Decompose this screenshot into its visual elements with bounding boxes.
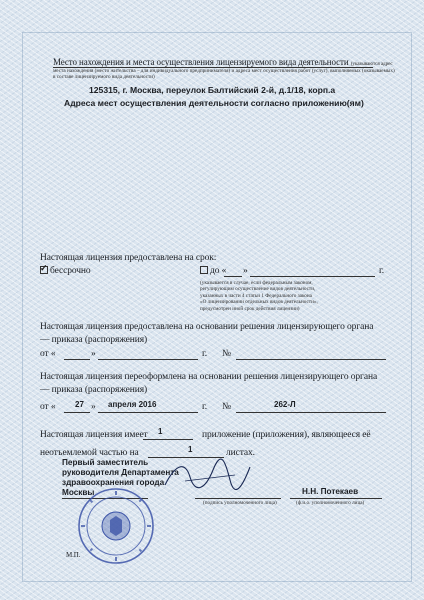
reissue-line-1: Настоящая лицензия переоформлена на основании решения лицензирующего органа [40, 372, 378, 382]
until-day-line [224, 276, 242, 277]
term-note-line: указанных в части 4 статьи 1 Федерального закона [200, 292, 312, 299]
reissue-day: 27 [75, 400, 84, 409]
basis-number-label: № [222, 349, 231, 359]
term-note-line: регулирующим осуществление видов деятельности, [200, 286, 316, 293]
annex-reference: Адреса мест осуществления деятельности согласно приложению(ям) [64, 98, 364, 108]
term-note-line: «О лицензировании отдельных видов деятельности», [200, 299, 318, 306]
signature-line [195, 498, 281, 499]
name-caption: (ф.и.о. уполномоченного лица) [296, 500, 365, 506]
annex-text-1: Настоящая лицензия имеет [40, 430, 148, 440]
option-unlimited [40, 263, 91, 276]
location-note-2: места нахождения (место жительства – для индивидуального предпринимателя) и адреса мест осуществления работ (услуг), выполняемых (оказываемых) [53, 68, 395, 74]
signer-position-line: руководителя Департамента [62, 468, 179, 477]
reissue-number-label: № [222, 402, 231, 412]
term-note [200, 280, 318, 312]
until-month-line [250, 276, 375, 277]
reissue-line-2: — приказа (распоряжения) [40, 385, 148, 395]
location-title [53, 57, 393, 67]
signer-position-line: Первый заместитель [62, 458, 149, 467]
stamp-mark: М.П. [66, 551, 81, 559]
basis-from: от « [40, 349, 56, 359]
signature-drawing [155, 455, 255, 495]
option-unlimited-label: бессрочно [50, 266, 91, 276]
reissue-from: от « [40, 402, 56, 412]
reissue-month-year: апреля 2016 [108, 400, 157, 409]
term-note-line: (указывается в случае, если федеральным законом, [200, 280, 313, 286]
location-note-1: (указываются адрес [350, 61, 393, 67]
until-quote-close: » [243, 266, 248, 276]
basis-year-suffix: г. [202, 349, 207, 359]
signer-position-line: Москвы [62, 488, 95, 497]
reissue-month-line [98, 412, 198, 413]
basis-line-2: — приказа (распоряжения) [40, 335, 148, 345]
basis-month-line [98, 359, 198, 360]
until-checkbox [200, 266, 208, 274]
name-underline [290, 498, 382, 499]
reissue-quote-close: » [91, 402, 96, 412]
term-label: Настоящая лицензия предоставлена на срок: [40, 253, 217, 263]
option-until-label: до « [210, 266, 227, 276]
checkmark-icon: ✓ [40, 263, 48, 273]
reissue-number: 262-Л [274, 400, 296, 409]
annex-text-4: листах. [226, 448, 255, 458]
option-until [200, 266, 226, 276]
until-year-suffix: г. [379, 266, 384, 276]
reissue-number-line [236, 412, 386, 413]
annex-sheets: 1 [188, 445, 193, 454]
signer-position-line: здравоохранения города [62, 478, 165, 487]
annex-count: 1 [158, 427, 163, 436]
basis-quote-close: » [91, 349, 96, 359]
basis-line-1: Настоящая лицензия предоставлена на основании решения лицензирующего органа [40, 322, 374, 332]
annex-count-line [143, 439, 193, 440]
official-seal [76, 486, 156, 566]
signature-caption: (подпись уполномоченного лица) [203, 500, 277, 506]
location-title-text: Место нахождения и места осуществления лицензируемого вида деятельности [53, 57, 349, 67]
annex-text-2: приложение (приложения), являющееся её [202, 430, 371, 440]
basis-day-line [64, 359, 90, 360]
location-note-3: в составе лицензируемого вида деятельности) [53, 74, 155, 80]
basis-number-line [236, 359, 386, 360]
address-value: 125315, г. Москва, переулок Балтийский 2-й, д.1/18, корп.а [89, 85, 336, 95]
term-note-line: предусмотрен иной срок действия лицензии) [200, 305, 300, 312]
annex-text-3: неотъемлемой частью на [40, 448, 139, 458]
reissue-day-line [64, 412, 90, 413]
signer-name: Н.Н. Потекаев [302, 487, 359, 496]
unlimited-checkbox [40, 263, 48, 274]
reissue-year-suffix: г. [202, 402, 207, 412]
